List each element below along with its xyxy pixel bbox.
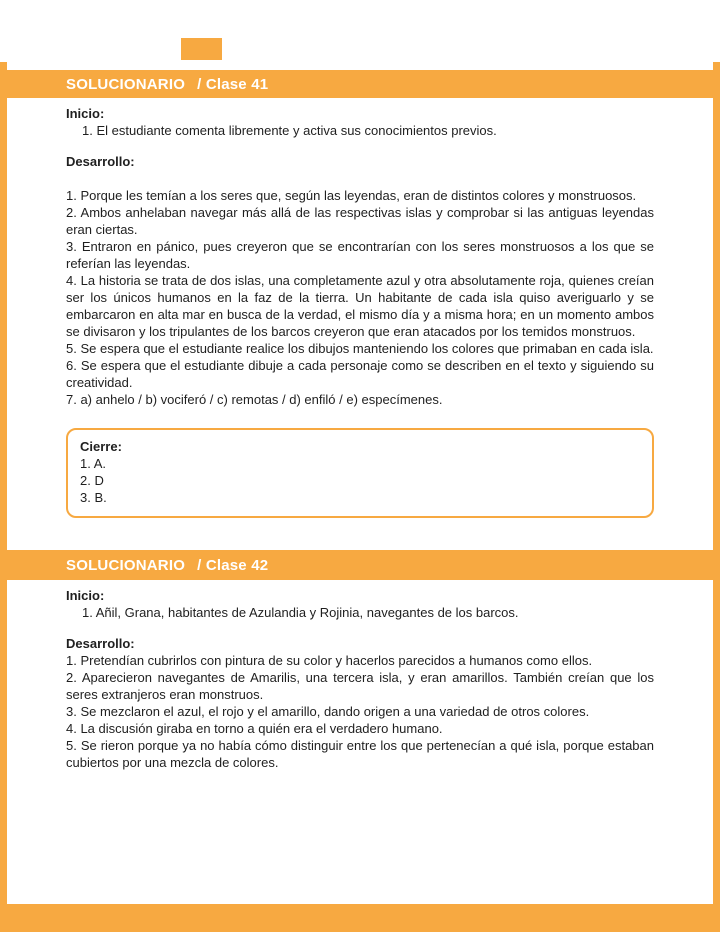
answer-item: 5. Se espera que el estudiante realice los dibujos manteniendo los colores que primaban en cada isla. (66, 341, 654, 356)
answer-item: 1. Pretendían cubrirlos con pintura de su color y hacerlos parecidos a humanos como ellos. (66, 653, 593, 668)
desarrollo-answers (66, 652, 654, 771)
cierre-heading: Cierre: (80, 439, 122, 454)
section-42-content (0, 587, 720, 771)
next-section-header-bar (0, 904, 720, 932)
inicio-answer-item: 1. Añil, Grana, habitantes de Azulandia y Rojinia, navegantes de los barcos. (82, 605, 519, 620)
answer-item: 3. Entraron en pánico, pues creyeron que se encontrarían con los seres monstruosos a los que se referían las leyendas. (66, 239, 654, 271)
inicio-heading: Inicio: (66, 106, 105, 121)
answer-item: 2. Aparecieron navegantes de Amarilis, una tercera isla, y eran amarillos. También creían que los seres extranjeros eran monstruos. (66, 670, 654, 702)
answer-item: 3. Se mezclaron el azul, el rojo y el amarillo, dando origen a una variedad de otros colores. (66, 704, 590, 719)
top-tab-decoration (181, 38, 222, 60)
section-41-header-bar (0, 70, 720, 98)
cierre-answer-item: 2. D (80, 473, 104, 488)
cierre-box (66, 428, 654, 518)
section-42-subtitle: / Clase 42 (197, 556, 269, 574)
answer-item: 6. Se espera que el estudiante dibuje a cada personaje como se describen en el texto y siguiendo su creatividad. (66, 358, 654, 390)
left-border-rail (0, 62, 7, 932)
section-41-content (0, 105, 720, 518)
right-border-rail (713, 62, 720, 932)
desarrollo-answers (66, 187, 654, 391)
inicio-heading: Inicio: (66, 588, 105, 603)
desarrollo-heading: Desarrollo: (66, 154, 135, 169)
section-41-title: SOLUCIONARIO (66, 75, 186, 93)
top-margin (0, 0, 720, 70)
answer-item: 5. Se rieron porque ya no había cómo distinguir entre los que pertenecían a qué isla, porque estaban cubiertos por una mezcla de colores. (66, 738, 654, 770)
answer-item: 4. La historia se trata de dos islas, una completamente azul y otra absolutamente roja, quienes creían ser los únicos humanos en la faz de la tierra. Un habitante de cada isla quiso averiguarlo y se embarcaron en alta mar en busca de la verdad, el mismo día y a misma hora; en un momento ambos se divisaron y los tripulantes de los barcos creyeron que eran atacados por los temidos monstruos. (66, 273, 654, 339)
answer-item-vocabulary: 7. a) anhelo / b) vociferó / c) remotas / d) enfiló / e) especímenes. (66, 392, 443, 407)
inicio-answer-item: 1. El estudiante comenta libremente y activa sus conocimientos previos. (82, 123, 497, 138)
section-42-title: SOLUCIONARIO (66, 556, 186, 574)
desarrollo-heading: Desarrollo: (66, 636, 135, 651)
cierre-answer-item: 1. A. (80, 456, 107, 471)
answer-item: 4. La discusión giraba en torno a quién era el verdadero humano. (66, 721, 443, 736)
cierre-answer-item: 3. B. (80, 490, 107, 505)
answer-item: 1. Porque les temían a los seres que, según las leyendas, eran de distintos colores y monstruosos. (66, 188, 637, 203)
answer-item: 2. Ambos anhelaban navegar más allá de las respectivas islas y comprobar si las antiguas leyendas eran ciertas. (66, 205, 654, 237)
section-41-subtitle: / Clase 41 (197, 75, 269, 93)
section-42-header-bar (0, 550, 720, 580)
